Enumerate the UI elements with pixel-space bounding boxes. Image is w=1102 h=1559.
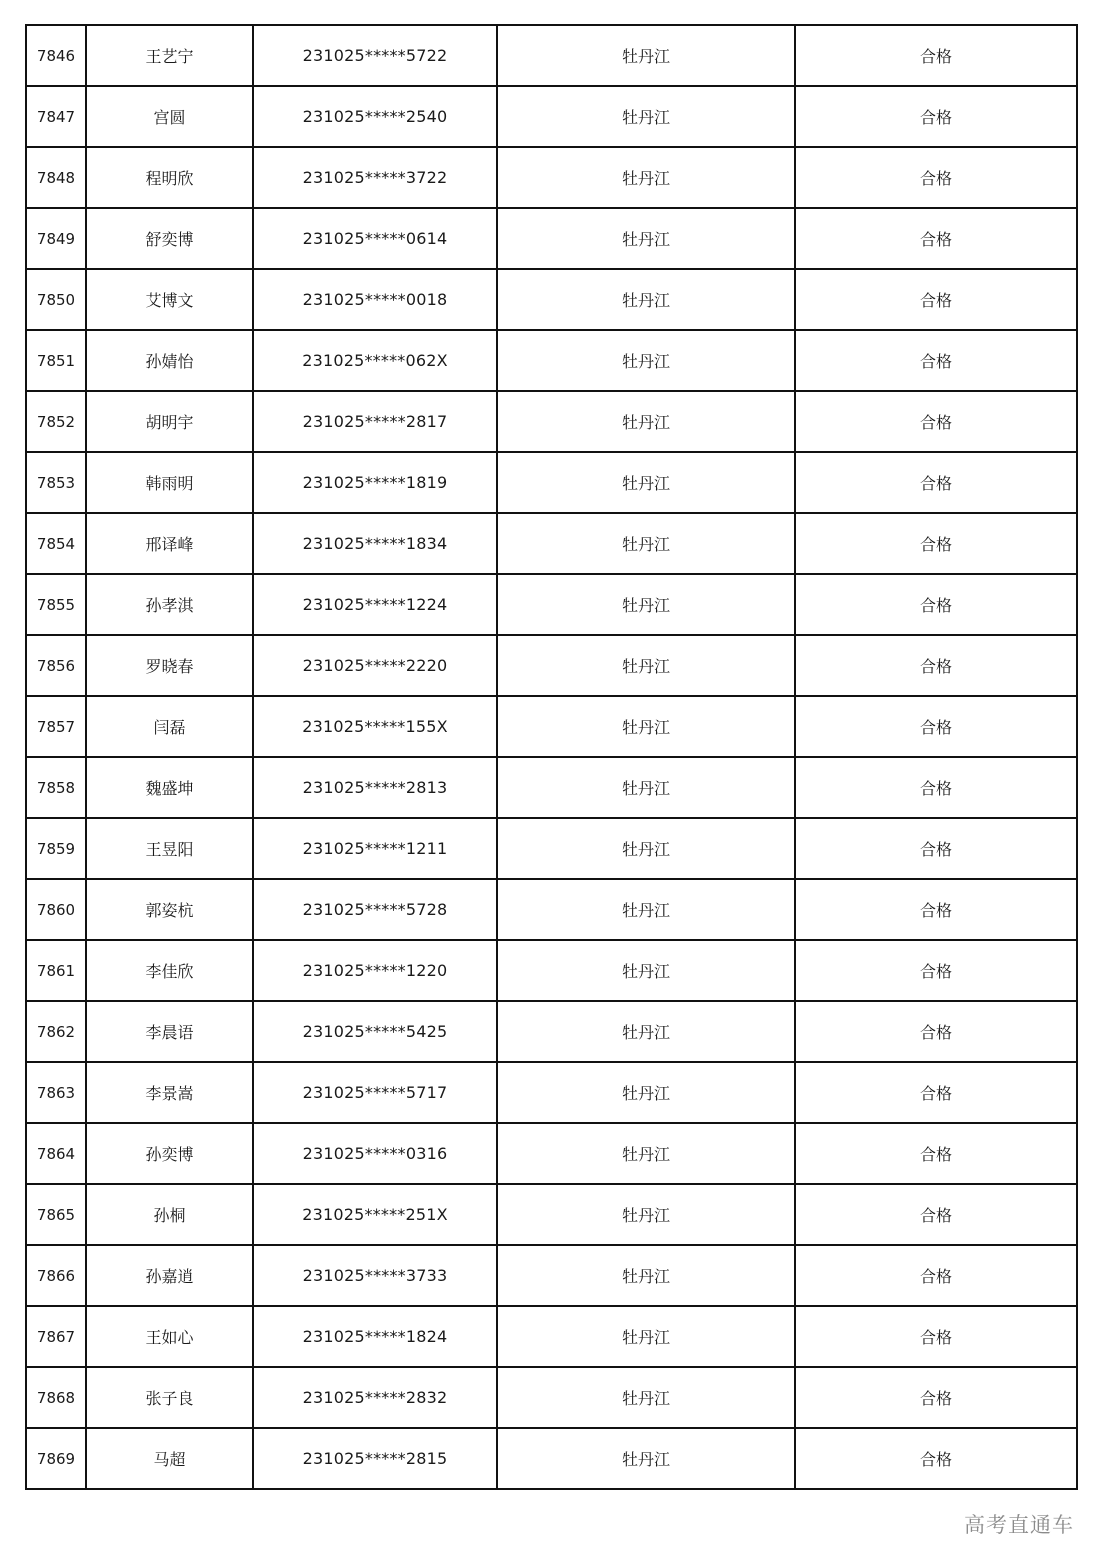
table-row <box>26 1062 1077 1123</box>
row-number-cell: 7868 <box>26 1367 86 1428</box>
table-row <box>26 879 1077 940</box>
region-cell: 牡丹江 <box>497 574 795 635</box>
region-cell: 牡丹江 <box>497 879 795 940</box>
student-name-cell: 舒奕博 <box>86 208 253 269</box>
region-cell: 牡丹江 <box>497 757 795 818</box>
results-table <box>25 24 1078 1490</box>
table-row <box>26 1245 1077 1306</box>
result-status-cell: 合格 <box>795 1245 1077 1306</box>
region-cell: 牡丹江 <box>497 818 795 879</box>
id-number-cell: 231025*****3722 <box>253 147 497 208</box>
id-number-cell: 231025*****1824 <box>253 1306 497 1367</box>
region-cell: 牡丹江 <box>497 1001 795 1062</box>
id-number-cell: 231025*****5728 <box>253 879 497 940</box>
student-name-cell: 李晨语 <box>86 1001 253 1062</box>
student-name-cell: 孙嘉逍 <box>86 1245 253 1306</box>
student-name-cell: 韩雨明 <box>86 452 253 513</box>
row-number-cell: 7863 <box>26 1062 86 1123</box>
student-name-cell: 邢译峰 <box>86 513 253 574</box>
table-row <box>26 1001 1077 1062</box>
result-status-cell: 合格 <box>795 86 1077 147</box>
id-number-cell: 231025*****1819 <box>253 452 497 513</box>
table-row <box>26 940 1077 1001</box>
results-table-body <box>26 25 1077 1489</box>
region-cell: 牡丹江 <box>497 696 795 757</box>
region-cell: 牡丹江 <box>497 269 795 330</box>
row-number-cell: 7858 <box>26 757 86 818</box>
region-cell: 牡丹江 <box>497 391 795 452</box>
student-name-cell: 王如心 <box>86 1306 253 1367</box>
table-row <box>26 818 1077 879</box>
row-number-cell: 7865 <box>26 1184 86 1245</box>
row-number-cell: 7846 <box>26 25 86 86</box>
table-row <box>26 269 1077 330</box>
result-status-cell: 合格 <box>795 330 1077 391</box>
student-name-cell: 孙桐 <box>86 1184 253 1245</box>
region-cell: 牡丹江 <box>497 147 795 208</box>
id-number-cell: 231025*****5717 <box>253 1062 497 1123</box>
region-cell: 牡丹江 <box>497 940 795 1001</box>
row-number-cell: 7857 <box>26 696 86 757</box>
student-name-cell: 艾博文 <box>86 269 253 330</box>
watermark-text: 高考直通车 <box>964 1513 1074 1537</box>
result-status-cell: 合格 <box>795 513 1077 574</box>
result-status-cell: 合格 <box>795 1428 1077 1489</box>
result-status-cell: 合格 <box>795 1367 1077 1428</box>
region-cell: 牡丹江 <box>497 1123 795 1184</box>
table-row <box>26 1123 1077 1184</box>
student-name-cell: 郭姿杭 <box>86 879 253 940</box>
row-number-cell: 7862 <box>26 1001 86 1062</box>
student-name-cell: 罗晓春 <box>86 635 253 696</box>
id-number-cell: 231025*****2817 <box>253 391 497 452</box>
row-number-cell: 7855 <box>26 574 86 635</box>
region-cell: 牡丹江 <box>497 513 795 574</box>
table-row <box>26 1306 1077 1367</box>
id-number-cell: 231025*****2813 <box>253 757 497 818</box>
id-number-cell: 231025*****0614 <box>253 208 497 269</box>
id-number-cell: 231025*****155X <box>253 696 497 757</box>
student-name-cell: 王昱阳 <box>86 818 253 879</box>
region-cell: 牡丹江 <box>497 1184 795 1245</box>
result-status-cell: 合格 <box>795 1123 1077 1184</box>
row-number-cell: 7859 <box>26 818 86 879</box>
id-number-cell: 231025*****0018 <box>253 269 497 330</box>
result-status-cell: 合格 <box>795 940 1077 1001</box>
table-row <box>26 86 1077 147</box>
row-number-cell: 7851 <box>26 330 86 391</box>
region-cell: 牡丹江 <box>497 1062 795 1123</box>
region-cell: 牡丹江 <box>497 330 795 391</box>
row-number-cell: 7864 <box>26 1123 86 1184</box>
id-number-cell: 231025*****2220 <box>253 635 497 696</box>
region-cell: 牡丹江 <box>497 635 795 696</box>
result-status-cell: 合格 <box>795 635 1077 696</box>
table-row <box>26 452 1077 513</box>
student-name-cell: 马超 <box>86 1428 253 1489</box>
row-number-cell: 7856 <box>26 635 86 696</box>
id-number-cell: 231025*****1224 <box>253 574 497 635</box>
result-status-cell: 合格 <box>795 1306 1077 1367</box>
table-row <box>26 330 1077 391</box>
result-status-cell: 合格 <box>795 1184 1077 1245</box>
table-row <box>26 757 1077 818</box>
row-number-cell: 7853 <box>26 452 86 513</box>
result-status-cell: 合格 <box>795 1001 1077 1062</box>
table-row <box>26 1428 1077 1489</box>
id-number-cell: 231025*****2540 <box>253 86 497 147</box>
id-number-cell: 231025*****2815 <box>253 1428 497 1489</box>
result-status-cell: 合格 <box>795 818 1077 879</box>
result-status-cell: 合格 <box>795 208 1077 269</box>
id-number-cell: 231025*****062X <box>253 330 497 391</box>
row-number-cell: 7861 <box>26 940 86 1001</box>
id-number-cell: 231025*****0316 <box>253 1123 497 1184</box>
row-number-cell: 7850 <box>26 269 86 330</box>
table-row <box>26 635 1077 696</box>
student-name-cell: 孙孝淇 <box>86 574 253 635</box>
student-name-cell: 张子良 <box>86 1367 253 1428</box>
student-name-cell: 王艺宁 <box>86 25 253 86</box>
table-row <box>26 25 1077 86</box>
region-cell: 牡丹江 <box>497 1306 795 1367</box>
region-cell: 牡丹江 <box>497 1367 795 1428</box>
row-number-cell: 7867 <box>26 1306 86 1367</box>
id-number-cell: 231025*****5425 <box>253 1001 497 1062</box>
result-status-cell: 合格 <box>795 757 1077 818</box>
region-cell: 牡丹江 <box>497 1245 795 1306</box>
region-cell: 牡丹江 <box>497 1428 795 1489</box>
result-status-cell: 合格 <box>795 391 1077 452</box>
result-status-cell: 合格 <box>795 1062 1077 1123</box>
table-row <box>26 391 1077 452</box>
id-number-cell: 231025*****5722 <box>253 25 497 86</box>
row-number-cell: 7847 <box>26 86 86 147</box>
student-name-cell: 李佳欣 <box>86 940 253 1001</box>
row-number-cell: 7866 <box>26 1245 86 1306</box>
row-number-cell: 7860 <box>26 879 86 940</box>
id-number-cell: 231025*****2832 <box>253 1367 497 1428</box>
row-number-cell: 7849 <box>26 208 86 269</box>
table-row <box>26 1184 1077 1245</box>
student-name-cell: 孙婧怡 <box>86 330 253 391</box>
result-status-cell: 合格 <box>795 269 1077 330</box>
row-number-cell: 7854 <box>26 513 86 574</box>
id-number-cell: 231025*****1834 <box>253 513 497 574</box>
region-cell: 牡丹江 <box>497 452 795 513</box>
result-status-cell: 合格 <box>795 574 1077 635</box>
student-name-cell: 孙奕博 <box>86 1123 253 1184</box>
result-status-cell: 合格 <box>795 452 1077 513</box>
id-number-cell: 231025*****3733 <box>253 1245 497 1306</box>
row-number-cell: 7848 <box>26 147 86 208</box>
id-number-cell: 231025*****251X <box>253 1184 497 1245</box>
row-number-cell: 7869 <box>26 1428 86 1489</box>
table-row <box>26 574 1077 635</box>
row-number-cell: 7852 <box>26 391 86 452</box>
student-name-cell: 闫磊 <box>86 696 253 757</box>
student-name-cell: 胡明宇 <box>86 391 253 452</box>
id-number-cell: 231025*****1220 <box>253 940 497 1001</box>
table-row <box>26 1367 1077 1428</box>
region-cell: 牡丹江 <box>497 208 795 269</box>
result-status-cell: 合格 <box>795 147 1077 208</box>
result-status-cell: 合格 <box>795 696 1077 757</box>
result-status-cell: 合格 <box>795 25 1077 86</box>
student-name-cell: 魏盛坤 <box>86 757 253 818</box>
result-status-cell: 合格 <box>795 879 1077 940</box>
region-cell: 牡丹江 <box>497 25 795 86</box>
table-row <box>26 513 1077 574</box>
id-number-cell: 231025*****1211 <box>253 818 497 879</box>
student-name-cell: 宫圆 <box>86 86 253 147</box>
table-row <box>26 696 1077 757</box>
region-cell: 牡丹江 <box>497 86 795 147</box>
table-row <box>26 208 1077 269</box>
table-row <box>26 147 1077 208</box>
student-name-cell: 李景嵩 <box>86 1062 253 1123</box>
student-name-cell: 程明欣 <box>86 147 253 208</box>
